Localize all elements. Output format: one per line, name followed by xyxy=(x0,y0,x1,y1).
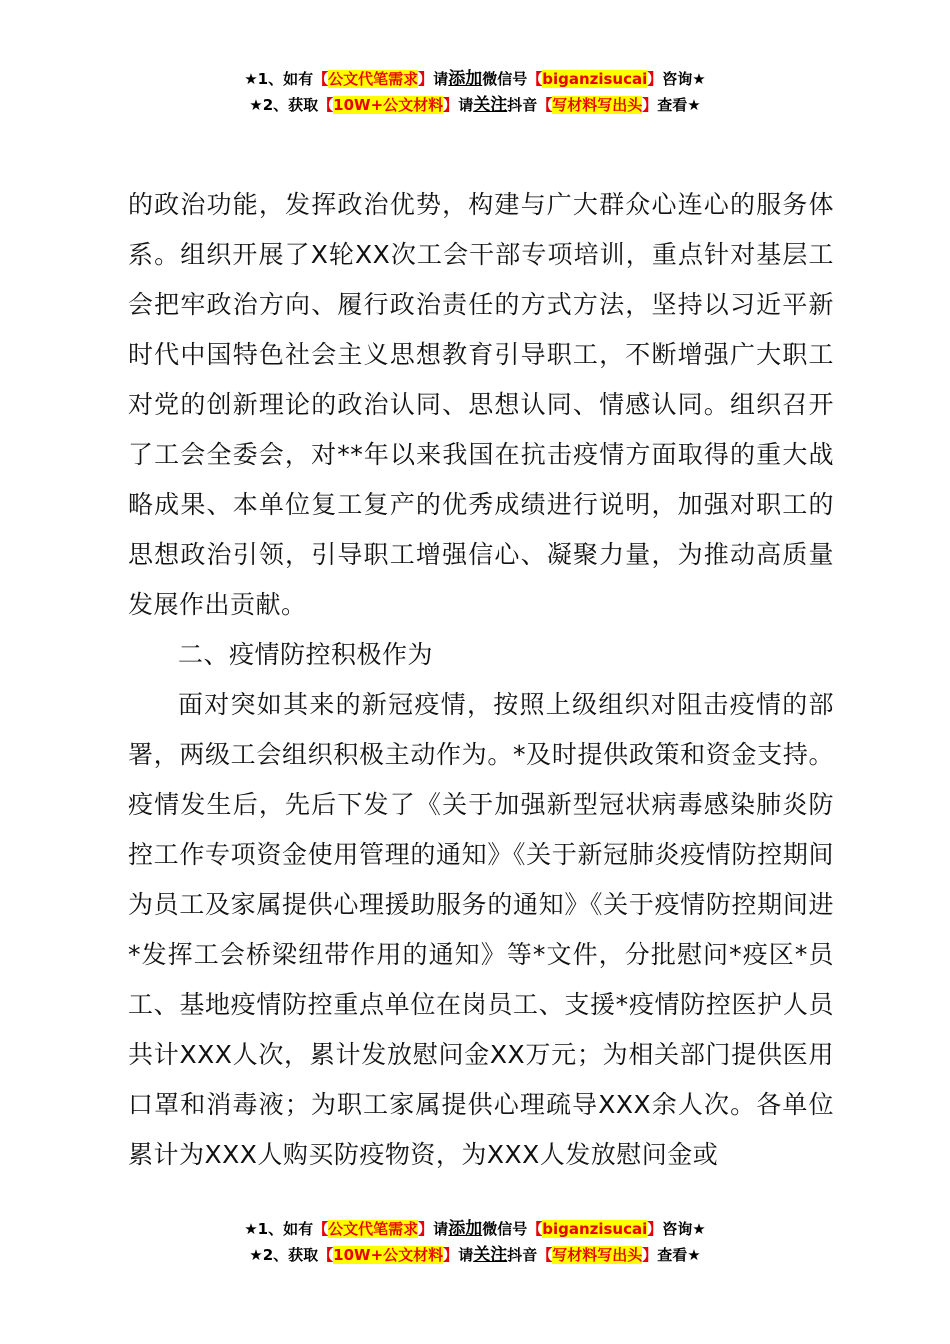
banner-line1-prefix: ★1、如有 xyxy=(244,70,314,88)
please-text: 请 xyxy=(433,1220,449,1238)
add-text: 添加 xyxy=(448,1219,483,1239)
bracket-open: 【 xyxy=(527,1220,543,1238)
bracket-open: 【 xyxy=(313,70,329,88)
follow-text: 关注 xyxy=(473,95,508,115)
bracket-close: 】 xyxy=(418,1220,434,1238)
bracket-close: 】 xyxy=(642,96,658,114)
douyin-label: 抖音 xyxy=(507,96,538,114)
wechat-id-highlight: biganzisucai xyxy=(542,70,648,88)
bracket-close: 】 xyxy=(418,70,434,88)
header-banner xyxy=(0,66,950,118)
please-text: 请 xyxy=(433,70,449,88)
service-need-highlight: 公文代笔需求 xyxy=(328,70,419,88)
bracket-open: 【 xyxy=(318,1246,334,1264)
materials-highlight: 10W+公文材料 xyxy=(333,1246,444,1264)
paragraph-epidemic: 面对突如其来的新冠疫情，按照上级组织对阻击疫情的部署，两级工会组织积极主动作为。*及时提供政策和资金支持。疫情发生后，先后下发了《关于加强新型冠状病毒感染肺炎防控工作专项资金使用管理的通知》《关于新冠肺炎疫情防控期间为员工及家属提供心理援助服务的通知》《关于疫情防控期间进*发挥工会桥梁纽带作用的通知》等*文件，分批慰问*疫区*员工、基地疫情防控重点单位在岗员工、支援*疫情防控医护人员共计XXX人次，累计发放慰问金XX万元；为相关部门提供医用口罩和消毒液；为职工家属提供心理疏导XXX余人次。各单位累计为XXX人购买防疫物资，为XXX人发放慰问金或 xyxy=(128,690,834,1169)
materials-highlight: 10W+公文材料 xyxy=(333,96,444,114)
douyin-id-highlight: 写材料写出头 xyxy=(552,1246,643,1264)
please-text: 请 xyxy=(458,96,474,114)
bracket-close: 】 xyxy=(647,70,663,88)
consult-text: 咨询★ xyxy=(662,70,706,88)
consult-text: 咨询★ xyxy=(662,1220,706,1238)
section-heading: 二、疫情防控积极作为 xyxy=(178,640,434,669)
view-text: 查看★ xyxy=(657,96,701,114)
banner-line1-prefix: ★1、如有 xyxy=(244,1220,314,1238)
bracket-close: 】 xyxy=(443,96,459,114)
bracket-open: 【 xyxy=(537,1246,553,1264)
wechat-id-highlight: biganzisucai xyxy=(542,1220,648,1238)
view-text: 查看★ xyxy=(657,1246,701,1264)
banner-line2-prefix: ★2、获取 xyxy=(249,96,319,114)
footer-banner xyxy=(0,1216,950,1268)
bracket-close: 】 xyxy=(647,1220,663,1238)
paragraph-continuation: 的政治功能，发挥政治优势，构建与广大群众心连心的服务体系。组织开展了X轮XX次工会干部专项培训，重点针对基层工会把牢政治方向、履行政治责任的方式方法，坚持以习近平新时代中国特色社会主义思想教育引导职工，不断增强广大职工对党的创新理论的政治认同、思想认同、情感认同。组织召开了工会全委会，对**年以来我国在抗击疫情方面取得的重大战略成果、本单位复工复产的优秀成绩进行说明，加强对职工的思想政治引领，引导职工增强信心、凝聚力量，为推动高质量发展作出贡献。 xyxy=(128,190,834,619)
bracket-open: 【 xyxy=(527,70,543,88)
bracket-open: 【 xyxy=(313,1220,329,1238)
banner-line-1 xyxy=(0,1216,950,1242)
wechat-label: 微信号 xyxy=(482,1220,528,1238)
service-need-highlight: 公文代笔需求 xyxy=(328,1220,419,1238)
banner-line-2 xyxy=(0,1242,950,1268)
bracket-close: 】 xyxy=(642,1246,658,1264)
wechat-label: 微信号 xyxy=(482,70,528,88)
bracket-close: 】 xyxy=(443,1246,459,1264)
douyin-label: 抖音 xyxy=(507,1246,538,1264)
douyin-id-highlight: 写材料写出头 xyxy=(552,96,643,114)
bracket-open: 【 xyxy=(537,96,553,114)
document-body xyxy=(128,180,834,1180)
banner-line2-prefix: ★2、获取 xyxy=(249,1246,319,1264)
bracket-open: 【 xyxy=(318,96,334,114)
follow-text: 关注 xyxy=(473,1245,508,1265)
banner-line-1 xyxy=(0,66,950,92)
add-text: 添加 xyxy=(448,69,483,89)
banner-line-2 xyxy=(0,92,950,118)
please-text: 请 xyxy=(458,1246,474,1264)
